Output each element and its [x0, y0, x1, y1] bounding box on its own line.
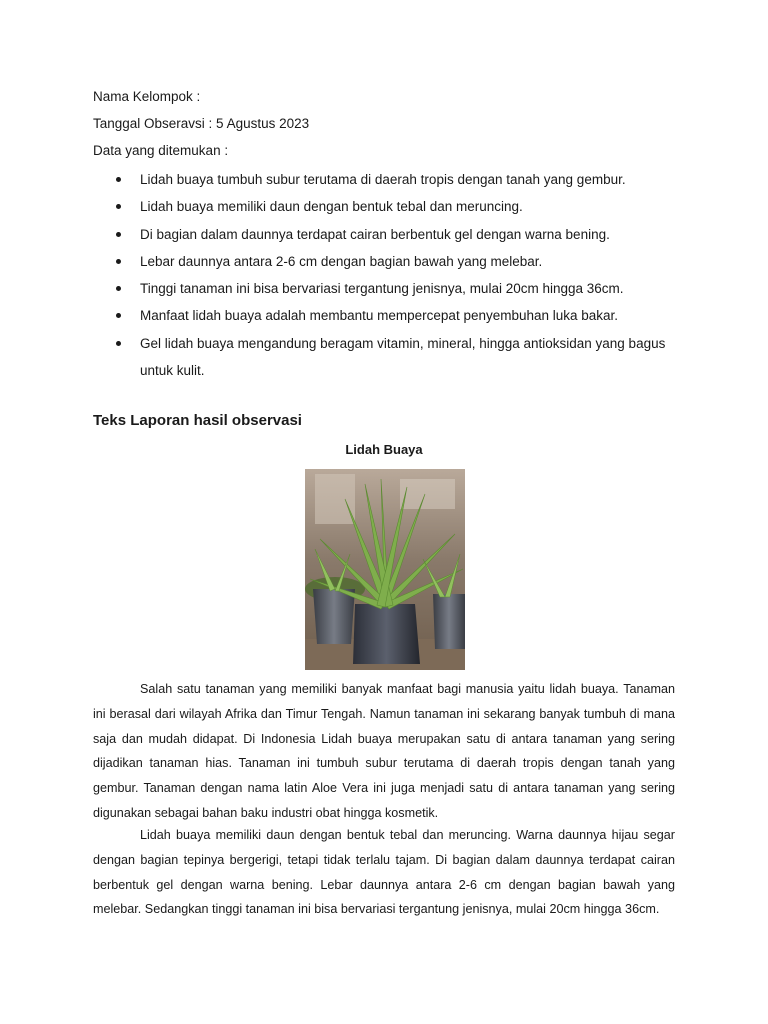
- findings-list: [93, 166, 683, 384]
- bullet-icon: [116, 204, 121, 209]
- report-heading: Teks Laporan hasil observasi: [93, 412, 302, 429]
- findings-label: Data yang ditemukan :: [93, 143, 229, 158]
- group-name-label: Nama Kelompok :: [93, 89, 201, 104]
- list-item: Manfaat lidah buaya adalah membantu mempercepat penyembuhan luka bakar.: [93, 302, 683, 329]
- bullet-icon: [116, 341, 121, 346]
- bullet-icon: [116, 313, 121, 318]
- bullet-icon: [116, 177, 121, 182]
- list-item: Lidah buaya tumbuh subur terutama di daerah tropis dengan tanah yang gembur.: [93, 166, 683, 193]
- list-item: Lidah buaya memiliki daun dengan bentuk tebal dan meruncing.: [93, 193, 683, 220]
- bullet-icon: [116, 286, 121, 291]
- aloe-vera-photo: [305, 469, 465, 670]
- paragraph: Lidah buaya memiliki daun dengan bentuk tebal dan meruncing. Warna daunnya hijau segar dengan bagian tepinya bergerigi, tetapi tidak terlalu tajam. Di bagian dalam daunnya terdapat cairan berbentuk gel dengan warna bening. Lebar daunnya antara 2-6 cm dengan bagian bawah yang melebar. Sedangkan tinggi tanaman ini bisa bervariasi tergantung jenisnya, mulai 20cm hingga 36cm.: [93, 828, 675, 917]
- list-item: Gel lidah buaya mengandung beragam vitamin, mineral, hingga antioksidan yang bagus untuk kulit.: [93, 330, 683, 385]
- list-item: Di bagian dalam daunnya terdapat cairan berbentuk gel dengan warna bening.: [93, 221, 683, 248]
- paragraph: Salah satu tanaman yang memiliki banyak manfaat bagi manusia yaitu lidah buaya. Tanaman ini berasal dari wilayah Afrika dan Timur Tengah. Namun tanaman ini sekarang banyak tumbuh di mana saja dan mudah didapat. Di Indonesia Lidah buaya merupakan satu di antara tanaman yang sering dijadikan tanaman hias. Tanaman ini tumbuh subur terutama di daerah tropis dengan tanah yang gembur. Tanaman dengan nama latin Aloe Vera ini juga menjadi satu di antara tanaman yang sering digunakan sebagai bahan baku industri obat hingga kosmetik.: [93, 682, 675, 820]
- observation-date: Tanggal Obseravsi : 5 Agustus 2023: [93, 116, 310, 131]
- report-title: Lidah Buaya: [345, 442, 423, 457]
- bullet-icon: [116, 232, 121, 237]
- list-item: Tinggi tanaman ini bisa bervariasi tergantung jenisnya, mulai 20cm hingga 36cm.: [93, 275, 683, 302]
- bullet-icon: [116, 259, 121, 264]
- list-item: Lebar daunnya antara 2-6 cm dengan bagian bawah yang melebar.: [93, 248, 683, 275]
